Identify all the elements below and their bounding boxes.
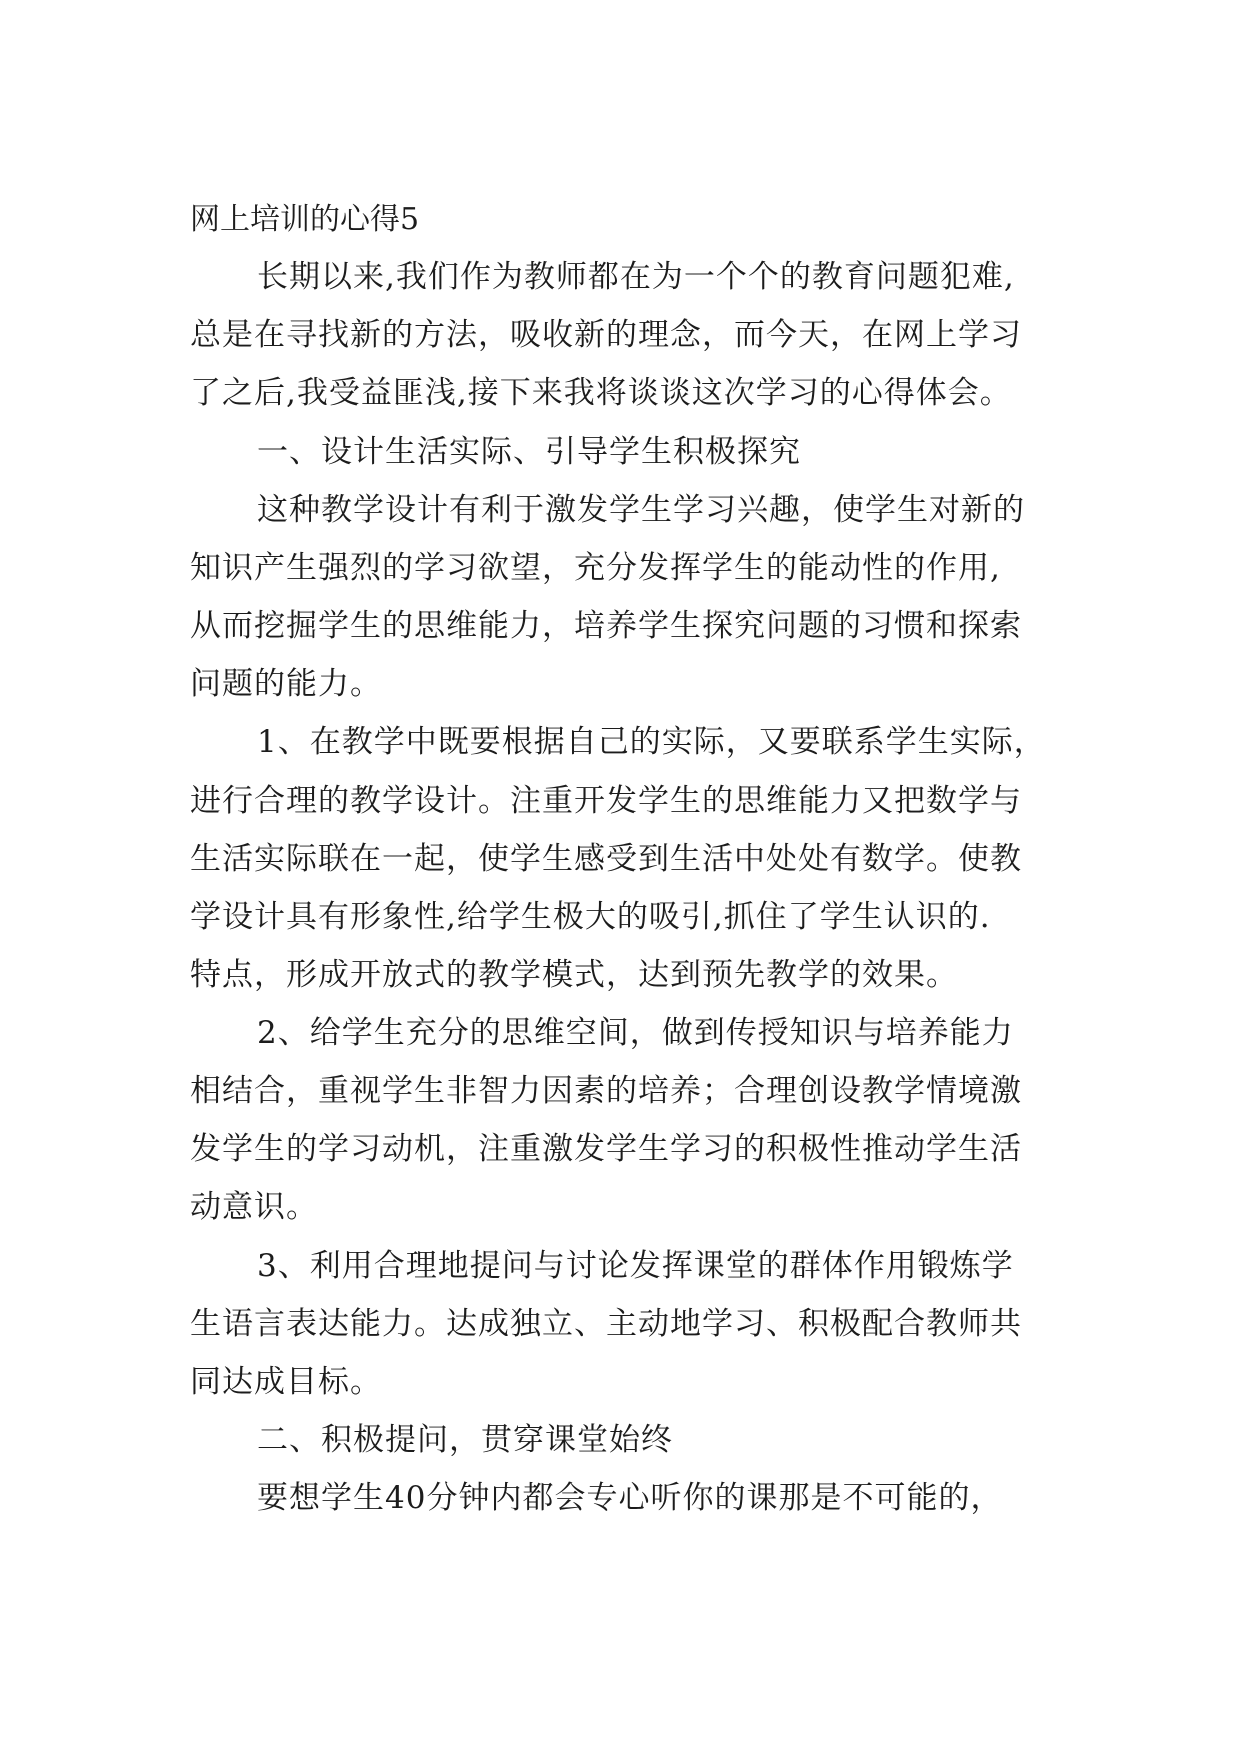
paragraph-line: 长期以来,我们作为教师都在为一个个的教育问题犯难, [257,259,1015,295]
paragraph-line: 2、给学生充分的思维空间，做到传授知识与培养能力 [257,1015,1014,1051]
document-title: 网上培训的心得5 [190,202,420,237]
paragraph-line: 知识产生强烈的学习欲望，充分发挥学生的能动性的作用, [190,550,1001,586]
paragraph-line: 1、在教学中既要根据自己的实际，又要联系学生实际， [257,724,1046,760]
paragraph-line: 了之后,我受益匪浅,接下来我将谈谈这次学习的心得体会。 [190,375,1012,411]
paragraph-line: 问题的能力。 [190,666,382,702]
paragraph-line: 学设计具有形象性,给学生极大的吸引,抓住了学生认识的. [190,899,991,935]
paragraph-line: 同达成目标。 [190,1364,382,1400]
paragraph-line: 特点，形成开放式的教学模式，达到预先教学的效果。 [190,957,958,993]
paragraph-line: 总是在寻找新的方法，吸收新的理念，而今天，在网上学习 [190,317,1022,353]
section-heading-1: 一、设计生活实际、引导学生积极探究 [257,434,801,470]
paragraph-line: 3、利用合理地提问与讨论发挥课堂的群体作用锻炼学 [257,1248,1014,1284]
paragraph-line: 生语言表达能力。达成独立、主动地学习、积极配合教师共 [190,1306,1022,1342]
paragraph-line: 从而挖掘学生的思维能力，培养学生探究问题的习惯和探索 [190,608,1022,644]
paragraph-line: 这种教学设计有利于激发学生学习兴趣，使学生对新的 [257,492,1025,528]
paragraph-line: 进行合理的教学设计。注重开发学生的思维能力又把数学与 [190,783,1022,819]
paragraph-line: 要想学生40分钟内都会专心听你的课那是不可能的， [257,1480,1003,1516]
paragraph-line: 动意识。 [190,1189,318,1225]
paragraph-line: 发学生的学习动机，注重激发学生学习的积极性推动学生活 [190,1131,1022,1167]
paragraph-line: 相结合，重视学生非智力因素的培养；合理创设教学情境激 [190,1073,1022,1109]
section-heading-2: 二、积极提问，贯穿课堂始终 [257,1422,673,1458]
paragraph-line: 生活实际联在一起，使学生感受到生活中处处有数学。使教 [190,841,1022,877]
